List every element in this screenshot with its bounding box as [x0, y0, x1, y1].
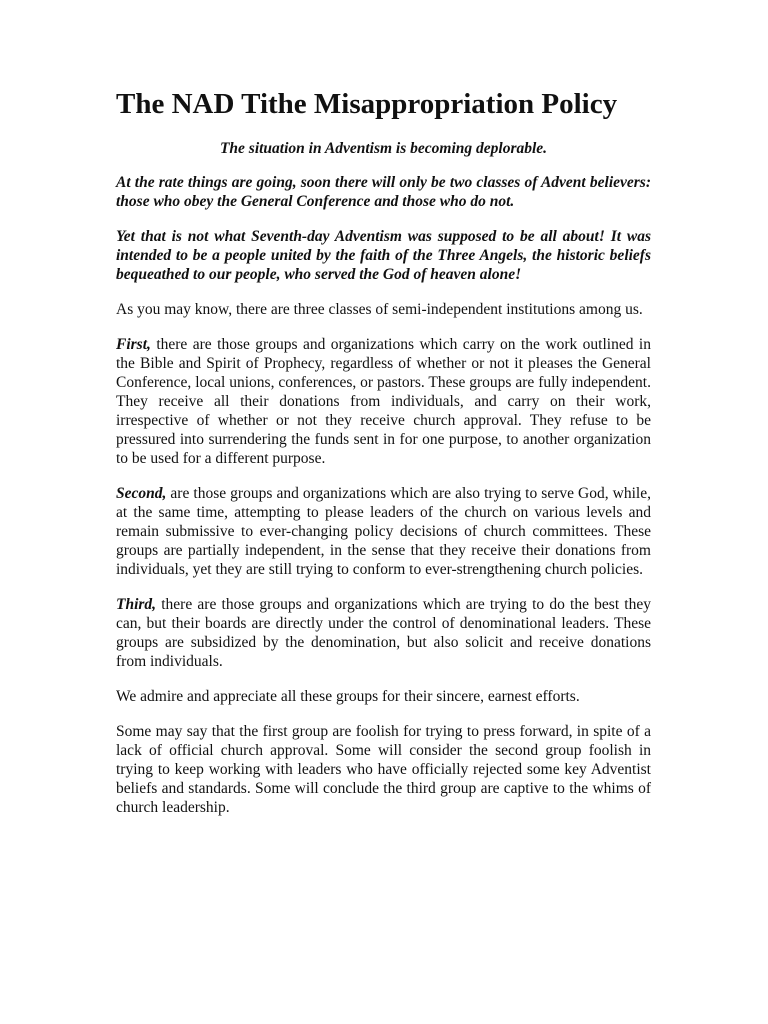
intro-paragraph-2: Yet that is not what Seventh-day Adventism was supposed to be all about! It was intended to be a people united by the faith of the Three Angels, the historic beliefs bequeathed to our people, who served the God of heaven alone! — [116, 228, 651, 283]
second-group-lead: Second, — [116, 485, 167, 502]
first-group-text: there are those groups and organizations which carry on the work outlined in the Bible and Spirit of Prophecy, regardless of whether or not it pleases the General Conference, local unions, conferences, or pastors. These groups are fully independent. They receive all their donations from individuals, and carry on their work, irrespective of whether or not they receive church approval. They refuse to be pressured into surrendering the funds sent in for one purpose, to another organization to be used for a different purpose. — [116, 336, 651, 467]
second-group-paragraph — [116, 484, 651, 579]
first-group-lead: First, — [116, 336, 151, 353]
third-group-lead: Third, — [116, 596, 157, 613]
first-group-paragraph — [116, 335, 651, 468]
third-group-paragraph — [116, 595, 651, 671]
intro-paragraph-1: At the rate things are going, soon there will only be two classes of Advent believers: those who obey the General Conference and those who do not. — [116, 174, 651, 210]
document-subtitle: The situation in Adventism is becoming deplorable. — [219, 140, 548, 157]
third-group-text: there are those groups and organizations which are trying to do the best they can, but their boards are directly under the control of denominational leaders. These groups are subsidized by the denomination, but also solicit and receive donations from individuals. — [116, 596, 651, 670]
document-page — [116, 86, 651, 833]
document-title: The NAD Tithe Misappropriation Policy — [116, 88, 618, 120]
some-may-say-paragraph: Some may say that the first group are foolish for trying to press forward, in spite of a lack of official church approval. Some will consider the second group foolish in trying to keep working with leaders who have officially rejected some key Adventist beliefs and standards. Some will conclude the third group are captive to the whims of church leadership. — [116, 723, 651, 816]
classes-paragraph: As you may know, there are three classes of semi-independent institutions among us. — [116, 301, 643, 318]
second-group-text: are those groups and organizations which are also trying to serve God, while, at the same time, attempting to please leaders of the church on various levels and remain submissive to ever-changing policy decisions of church committees. These groups are partially independent, in the sense that they receive their donations from individuals, yet they are still trying to conform to ever-strengthening church policies. — [116, 485, 651, 578]
admire-paragraph: We admire and appreciate all these groups for their sincere, earnest efforts. — [116, 688, 580, 705]
